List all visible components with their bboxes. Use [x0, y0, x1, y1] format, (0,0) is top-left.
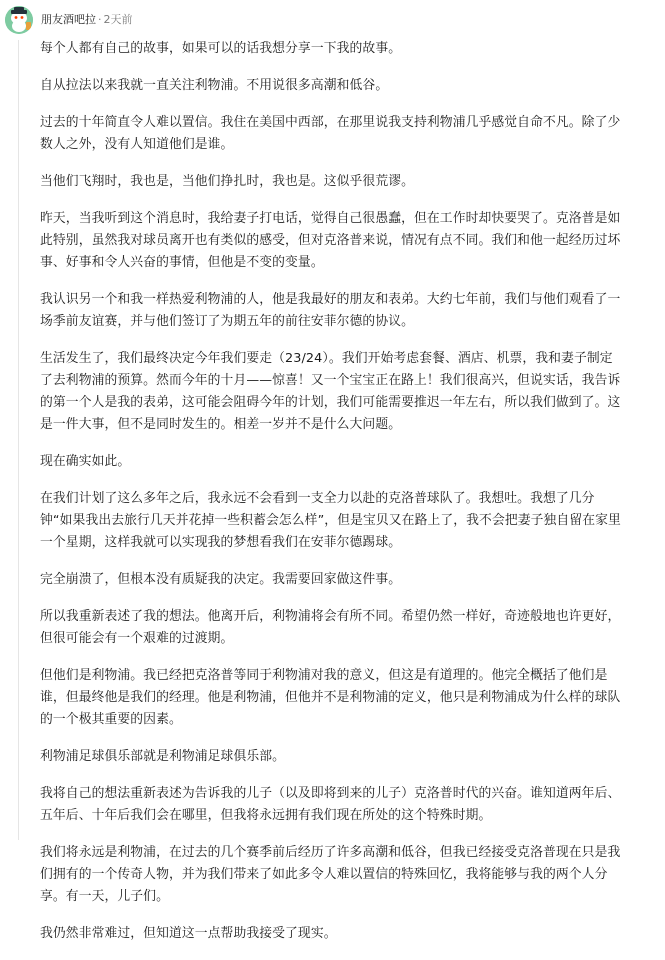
paragraph: 我仍然非常难过，但知道这一点帮助我接受了现实。 — [40, 926, 337, 941]
comment-header — [0, 0, 665, 40]
paragraph: 过去的十年简直令人难以置信。我住在美国中西部，在那里说我支持利物浦几乎感觉自命不凡。除了少数人之外，没有人知道他们是谁。 — [40, 115, 621, 152]
paragraph: 在我们计划了这么多年之后，我永远不会看到一支全力以赴的克洛普球队了。我想吐。我想了几分钟“如果我出去旅行几天并花掉一些积蓄会怎么样”，但是宝贝又在路上了，我不会把妻子独自留在家里一个星期，这样我就可以实现我的梦想看我们在安菲尔德踢球。 — [40, 491, 621, 550]
post-time[interactable]: 2天前 — [103, 13, 133, 26]
comment-meta — [41, 13, 133, 27]
paragraph: 现在确实如此。 — [40, 454, 131, 469]
paragraph: 我们将永远是利物浦，在过去的几个赛季前后经历了许多高潮和低谷，但我已经接受克洛普现在只是我们拥有的一个传奇人物，并为我们带来了如此多令人难以置信的特殊回忆，我将能够与我的两个人分享。有一天，儿子们。 — [40, 845, 621, 904]
author-name[interactable]: 朋友酒吧拉 — [41, 13, 96, 26]
avatar[interactable] — [5, 6, 33, 34]
paragraph: 每个人都有自己的故事，如果可以的话我想分享一下我的故事。 — [40, 41, 402, 56]
paragraph: 完全崩溃了，但根本没有质疑我的决定。我需要回家做这件事。 — [40, 572, 402, 587]
paragraph: 所以我重新表述了我的想法。他离开后，利物浦将会有所不同。希望仍然一样好，奇迹般地也许更好，但很可能会有一个艰难的过渡期。 — [40, 609, 621, 646]
meta-separator: · — [98, 13, 102, 26]
paragraph: 自从拉法以来我就一直关注利物浦。不用说很多高潮和低谷。 — [40, 78, 389, 93]
thread-line[interactable] — [18, 40, 19, 840]
paragraph: 利物浦足球俱乐部就是利物浦足球俱乐部。 — [40, 749, 286, 764]
paragraph: 我将自己的想法重新表述为告诉我的儿子（以及即将到来的儿子）克洛普时代的兴奋。谁知道两年后、五年后、十年后我们会在哪里，但我将永远拥有我们现在所处的这个特殊时期。 — [40, 786, 621, 823]
paragraph: 但他们是利物浦。我已经把克洛普等同于利物浦对我的意义，但这是有道理的。他完全概括了他们是谁，但最终他是我们的经理。他是利物浦，但他并不是利物浦的定义，他只是利物浦成为什么样的球队的一个极其重要的因素。 — [40, 668, 621, 727]
comment-body — [40, 38, 624, 960]
snoo-avatar-icon — [5, 6, 33, 34]
paragraph: 我认识另一个和我一样热爱利物浦的人，他是我最好的朋友和表弟。大约七年前，我们与他们观看了一场季前友谊赛，并与他们签订了为期五年的前往安菲尔德的协议。 — [40, 292, 621, 329]
paragraph: 昨天，当我听到这个消息时，我给妻子打电话，觉得自己很愚蠢，但在工作时却快要哭了。克洛普是如此特别，虽然我对球员离开也有类似的感受，但对克洛普来说，情况有点不同。我们和他一起经历过坏事、好事和令人兴奋的事情，但他是不变的变量。 — [40, 211, 621, 270]
paragraph: 当他们飞翔时，我也是，当他们挣扎时，我也是。这似乎很荒谬。 — [40, 174, 415, 189]
paragraph: 生活发生了，我们最终决定今年我们要走（23/24）。我们开始考虑套餐、酒店、机票，我和妻子制定了去利物浦的预算。然而今年的十月——惊喜！又一个宝宝正在路上！我们很高兴，但说实话，我告诉的第一个人是我的表弟，这可能会阻碍今年的计划，我们可能需要推迟一年左右，所以我们做到了。这是一件大事，但不是同时发生的。相差一岁并不是什么大问题。 — [40, 351, 621, 432]
